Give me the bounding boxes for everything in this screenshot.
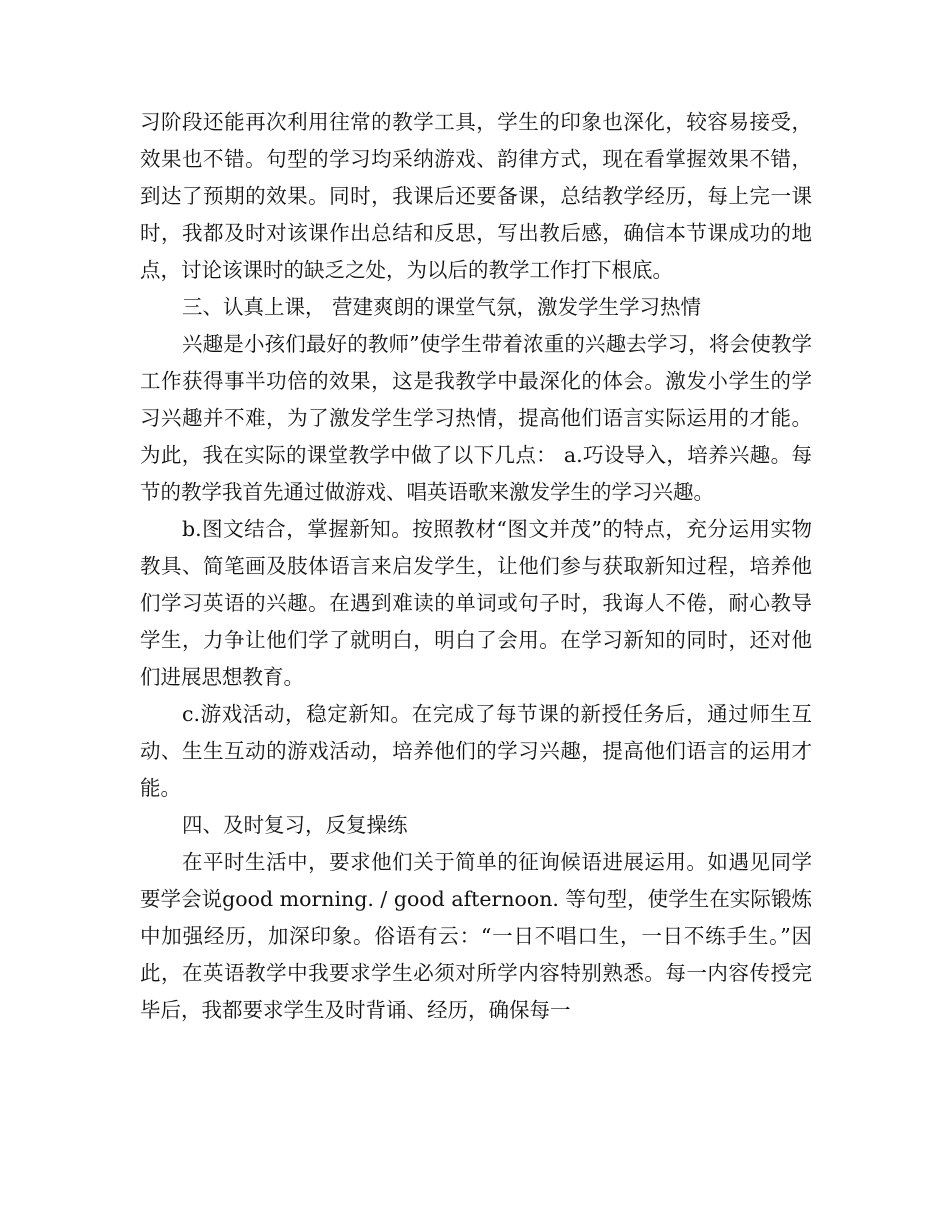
paragraph-review: 在平时生活中，要求他们关于简单的征询候语进展运用。如遇见同学要学会说good morning. / good afternoon. 等句型，使学生在实际锻炼中加强经历，加深印象。俗语有云：“一日不唱口生，一日不练手生。”因此，在英语教学中我要求学生必须对所学内容特别熟悉。每一内容传授完毕后，我都要求学生及时背诵、经历，确保每一 [140,850,812,1022]
section-heading-three: 三、认真上课， 营建爽朗的课堂气氛，激发学生学习热情 [182,295,702,319]
paragraph-interest: 兴趣是小孩们最好的教师”使学生带着浓重的兴趣去学习，将会使教学工作获得事半功倍的效果，这是我教学中最深化的体会。激发小学生的学习兴趣并不难，为了激发学生学习热情，提高他们语言实际运用的才能。为此，我在实际的课堂教学中做了以下几点： a.巧设导入，培养兴趣。每节的教学我首先通过做游戏、唱英语歌来激发学生的学习兴趣。 [140,332,812,504]
paragraph-point-c: c.游戏活动，稳定新知。在完成了每节课的新授任务后，通过师生互动、生生互动的游戏活动，培养他们的学习兴趣，提高他们语言的运用才能。 [140,702,812,800]
paragraph-point-b: b.图文结合，掌握新知。按照教材“图文并茂”的特点，充分运用实物教具、简笔画及肢体语言来启发学生，让他们参与获取新知过程，培养他们学习英语的兴趣。在遇到难读的单词或句子时，我诲人不倦，耐心教导学生，力争让他们学了就明白，明白了会用。在学习新知的同时，还对他们进展思想教育。 [140,517,812,689]
section-heading-four: 四、及时复习，反复操练 [182,813,408,837]
paragraph-continued-intro: 习阶段还能再次利用往常的教学工具，学生的印象也深化，较容易接受，效果也不错。句型的学习均采纳游戏、韵律方式，现在看掌握效果不错，到达了预期的效果。同时，我课后还要备课，总结教学经历，每上完一课时，我都及时对该课作出总结和反思，写出教后感，确信本节课成功的地点，讨论该课时的缺乏之处，为以后的教学工作打下根底。 [140,110,812,282]
document-body [140,104,812,1029]
